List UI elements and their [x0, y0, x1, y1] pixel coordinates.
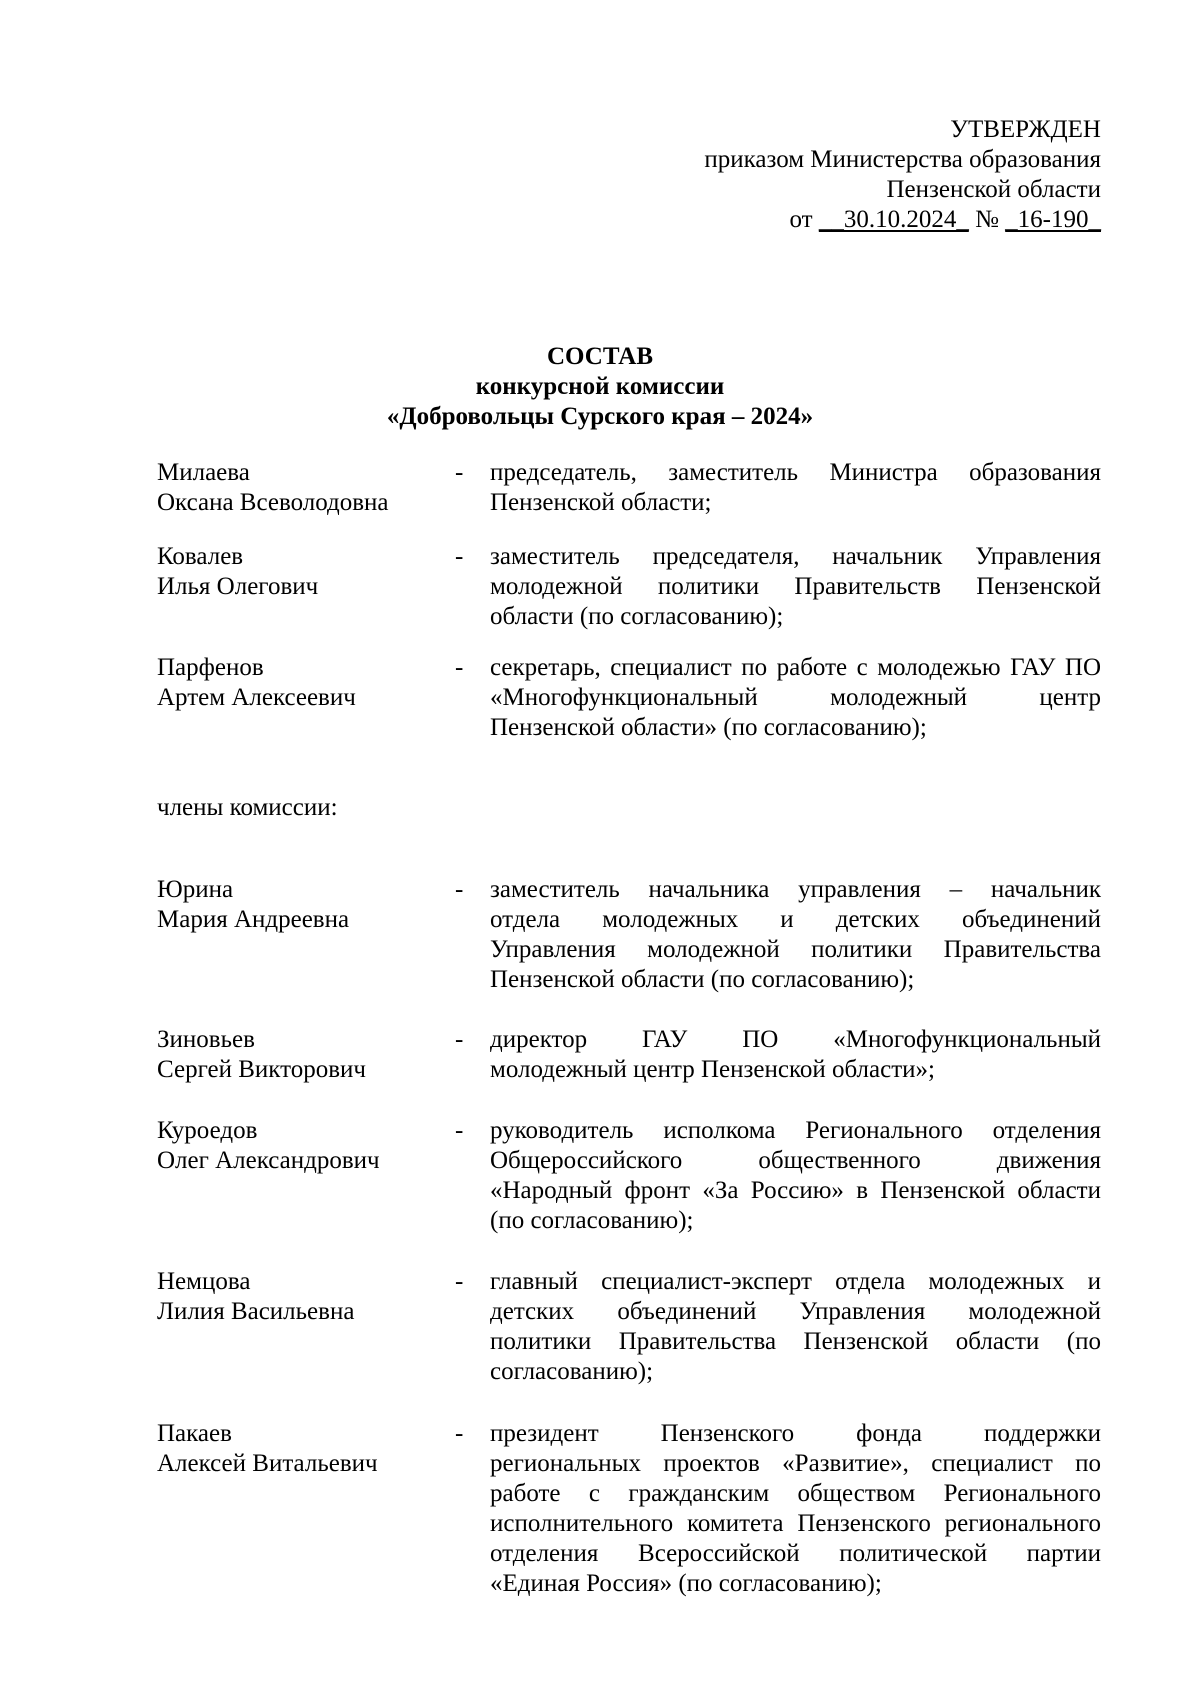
member-role-line: Пензенской области» (по согласованию);	[490, 714, 927, 741]
member-role-line: заместитель начальника управления – начальник	[490, 876, 1101, 903]
member-name	[157, 875, 447, 935]
member-role-line: (по согласованию);	[490, 1207, 694, 1234]
heading-contest-name: «Добровольцы Сурского края – 2024»	[386, 403, 814, 430]
member-surname: Куроедов	[157, 1117, 258, 1144]
approval-number-sign: №	[968, 206, 1006, 233]
member-role-line: политики Правительства Пензенской области (по	[490, 1328, 1101, 1355]
member-name	[157, 1025, 447, 1085]
member-name	[157, 653, 447, 713]
member-surname: Пакаев	[157, 1420, 232, 1447]
member-surname: Зиновьев	[157, 1026, 255, 1053]
approval-region-line: Пензенской области	[886, 176, 1101, 203]
member-role-line: «Народный фронт «За Россию» в Пензенской области	[490, 1177, 1101, 1204]
member-role-line: председатель, заместитель Министра образования	[490, 459, 1101, 486]
member-dash: -	[455, 1420, 464, 1447]
approval-title: УТВЕРЖДЕН	[950, 116, 1101, 143]
heading-subtitle: конкурсной комиссии	[475, 373, 725, 400]
member-dash: -	[455, 654, 464, 681]
member-role-line: отделения Всероссийской политической партии	[490, 1540, 1101, 1567]
member-surname: Немцова	[157, 1268, 251, 1295]
member-role-line: молодежной политики Правительств Пензенской	[490, 573, 1101, 600]
member-role	[490, 1116, 1101, 1236]
member-dash: -	[455, 1117, 464, 1144]
members-section-label: члены комиссии:	[157, 794, 338, 821]
approval-date-prefix: от	[789, 206, 819, 233]
member-role-line: молодежный центр Пензенской области»;	[490, 1056, 935, 1083]
member-given-name: Оксана Всеволодовна	[157, 489, 389, 516]
member-role	[490, 458, 1101, 518]
member-given-name: Алексей Витальевич	[157, 1450, 378, 1477]
member-role	[490, 1025, 1101, 1085]
member-name	[157, 458, 447, 518]
member-role-line: главный специалист-эксперт отдела молодежных и	[490, 1268, 1101, 1295]
member-role-line: детских объединений Управления молодежной	[490, 1298, 1101, 1325]
member-role	[490, 1419, 1101, 1599]
member-surname: Ковалев	[157, 543, 244, 570]
member-role-line: региональных проектов «Развитие», специалист по	[490, 1450, 1101, 1477]
member-dash: -	[455, 876, 464, 903]
member-role-line: секретарь, специалист по работе с молодежью ГАУ ПО	[490, 654, 1101, 681]
member-given-name: Мария Андреевна	[157, 906, 350, 933]
member-role-line: Управления молодежной политики Правительства	[490, 936, 1101, 963]
member-given-name: Артем Алексеевич	[157, 684, 356, 711]
member-name	[157, 1419, 447, 1479]
member-given-name: Олег Александрович	[157, 1147, 380, 1174]
member-role-line: директор ГАУ ПО «Многофункциональный	[490, 1026, 1101, 1053]
member-dash: -	[455, 1268, 464, 1295]
approval-date-line	[704, 205, 1101, 235]
member-role-line: исполнительного комитета Пензенского регионального	[490, 1510, 1101, 1537]
member-role-line: работе с гражданским обществом Регионального	[490, 1480, 1101, 1507]
member-role-line: согласованию);	[490, 1358, 654, 1385]
member-dash: -	[455, 1026, 464, 1053]
member-name	[157, 542, 447, 602]
member-role-line: Общероссийского общественного движения	[490, 1147, 1101, 1174]
member-role-line: «Многофункциональный молодежный центр	[490, 684, 1101, 711]
approval-stamp	[704, 115, 1101, 235]
member-role	[490, 653, 1101, 743]
member-dash: -	[455, 543, 464, 570]
member-role-line: Пензенской области;	[490, 489, 712, 516]
member-surname: Парфенов	[157, 654, 264, 681]
member-role-line: заместитель председателя, начальник Управления	[490, 543, 1101, 570]
member-surname: Милаева	[157, 459, 250, 486]
member-name	[157, 1267, 447, 1327]
member-role	[490, 542, 1101, 632]
member-surname: Юрина	[157, 876, 234, 903]
approval-date: __30.10.2024_	[818, 206, 969, 233]
document-heading	[0, 342, 1200, 432]
member-role-line: «Единая Россия» (по согласованию);	[490, 1570, 882, 1597]
member-given-name: Лилия Васильевна	[157, 1298, 355, 1325]
member-role-line: президент Пензенского фонда поддержки	[490, 1420, 1101, 1447]
member-role	[490, 1267, 1101, 1387]
member-given-name: Сергей Викторович	[157, 1056, 366, 1083]
member-role-line: руководитель исполкома Регионального отделения	[490, 1117, 1101, 1144]
member-role	[490, 875, 1101, 995]
approval-order-line: приказом Министерства образования	[704, 146, 1101, 173]
member-given-name: Илья Олегович	[157, 573, 319, 600]
heading-title: СОСТАВ	[546, 343, 654, 370]
member-role-line: отдела молодежных и детских объединений	[490, 906, 1101, 933]
approval-number: _16-190_	[1005, 206, 1101, 233]
member-role-line: Пензенской области (по согласованию);	[490, 966, 915, 993]
member-name	[157, 1116, 447, 1176]
member-dash: -	[455, 459, 464, 486]
member-role-line: области (по согласованию);	[490, 603, 784, 630]
